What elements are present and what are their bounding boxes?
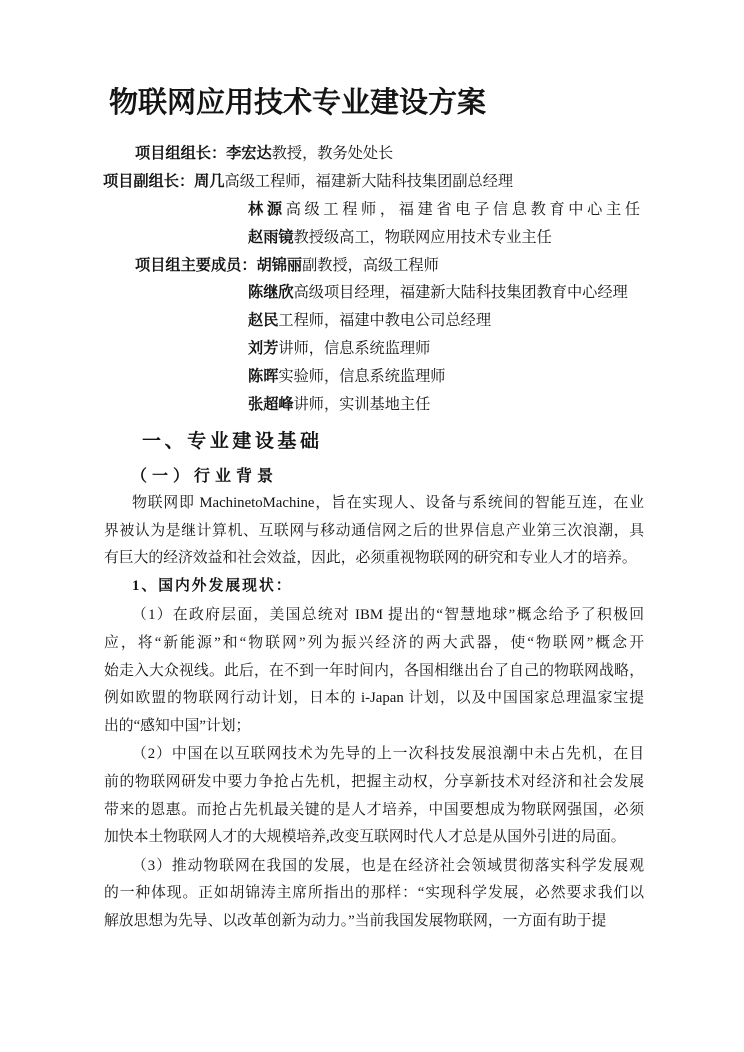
text-line: 有巨大的经济效益和社会效益，因此，必须重视物联网的研究和专业人才的培养。: [104, 550, 637, 567]
roster-line-member: [0, 279, 744, 307]
roster-line-main-members: [0, 252, 744, 280]
text-line: 的一种体现。正如胡锦涛主席所指出的那样：“实现科学发展，必然要求我们以: [104, 885, 644, 902]
roster-role-name: 项目组主要成员：胡锦丽: [135, 256, 303, 274]
section-heading-1: 一、专业建设基础: [142, 431, 319, 452]
text-line: 带来的恩惠。而抢占先机最关键的是人才培养，中国要想成为物联网强国，必须: [104, 801, 644, 818]
roster-role-name: 陈继欣: [248, 284, 294, 302]
roster-role-name: 林源: [248, 200, 286, 218]
roster-line-member: [0, 363, 744, 391]
text-line: 应，将“新能源”和“物联网”列为振兴经济的两大武器，使“物联网”概念开: [104, 634, 644, 651]
text-line: 界被认为是继计算机、互联网与移动通信网之后的世界信息产业第三次浪潮，具: [104, 522, 644, 539]
roster-line-member: [0, 196, 640, 224]
text-line: 解放思想为先导、以改革创新为动力。”当前我国发展物联网，一方面有助于提: [104, 912, 607, 929]
paragraph-point-3: [104, 853, 644, 936]
subheading-dev-status: 1、国内外发展现状：: [132, 577, 293, 594]
text-line: 前的物联网研发中要力争抢占先机，把握主动权，分享新技术对经济和社会发展: [104, 773, 644, 790]
text-line: （1）在政府层面，美国总统对 IBM 提出的“智慧地球”概念给予了积极回: [132, 607, 644, 624]
section-heading-1-1: （一）行业背景: [131, 468, 273, 485]
text-line: 出的“感知中国”计划；: [104, 717, 251, 734]
text-line: 例如欧盟的物联网行动计划，日本的 i-Japan 计划，以及中国国家总理温家宝提: [104, 690, 644, 707]
roster-desc: 教授级高工，物联网应用技术专业主任: [293, 228, 552, 246]
roster-role-name: 赵雨镜: [248, 228, 294, 246]
roster-desc: 实验师，信息系统监理师: [278, 368, 446, 386]
roster-role-name: 陈晖: [248, 368, 279, 386]
roster-line-member: [0, 307, 744, 335]
roster-desc: 工程师，福建中教电公司总经理: [278, 312, 491, 330]
document-title: 物联网应用技术专业建设方案: [109, 87, 487, 119]
paragraph-industry-background: [104, 490, 644, 573]
roster-desc: 高级项目经理，福建新大陆科技集团教育中心经理: [293, 284, 628, 302]
roster-role-name: 项目组组长：李宏达: [135, 145, 272, 162]
roster-line-member: [0, 224, 744, 252]
roster-desc: 副教授，高级工程师: [302, 256, 439, 274]
roster-role-name: 刘芳: [248, 340, 279, 358]
roster-desc: 高级工程师，福建新大陆科技集团副总经理: [224, 172, 514, 190]
body-text: [104, 490, 644, 936]
roster-role-name: 张超峰: [248, 396, 294, 414]
roster-role-name: 赵民: [248, 312, 279, 330]
project-team-roster: [0, 140, 744, 419]
paragraph-point-2: [104, 741, 644, 851]
roster-desc: 讲师，信息系统监理师: [278, 340, 431, 358]
roster-line-member: [0, 335, 744, 363]
text-line: 加快本土物联网人才的大规模培养,改变互联网时代人才总是从国外引进的局面。: [104, 829, 626, 846]
text-line: （3）推动物联网在我国的发展，也是在经济社会领域贯彻落实科学发展观: [132, 857, 644, 874]
roster-line-leader: [0, 140, 744, 168]
roster-line-member: [0, 391, 744, 419]
roster-role-name: 项目副组长：周几: [103, 172, 225, 190]
paragraph-point-1: [104, 602, 644, 740]
roster-line-deputy: [0, 168, 744, 196]
text-line: （2）中国在以互联网技术为先导的上一次科技发展浪潮中未占先机，在目: [132, 746, 644, 763]
roster-desc: 高级工程师，福建省电子信息教育中心主任: [285, 200, 641, 218]
text-line: 始走入大众视线。此后，在不到一年时间内，各国相继出台了自己的物联网战略，: [104, 662, 644, 679]
roster-desc: 教授，教务处处长: [271, 145, 394, 162]
roster-desc: 讲师，实训基地主任: [293, 396, 431, 414]
text-line: 物联网即 MachinetoMachine，旨在实现人、设备与系统间的智能互连，在业: [132, 495, 644, 511]
